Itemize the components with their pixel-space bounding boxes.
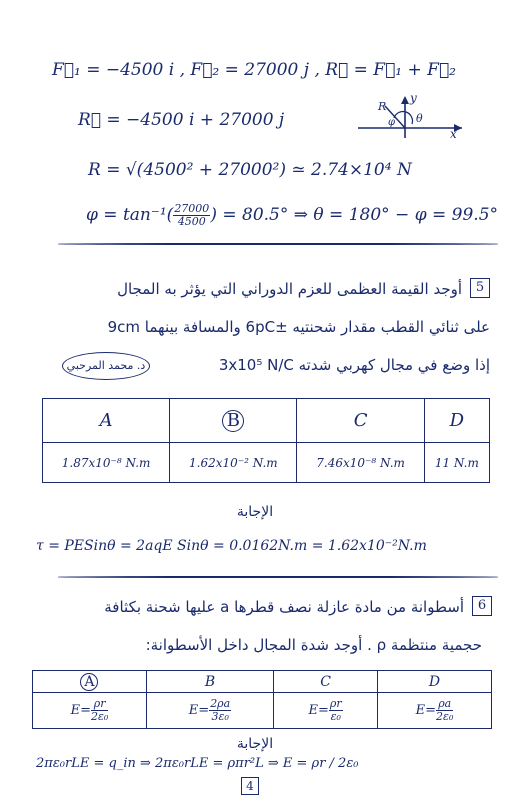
q6-option-b-value[interactable]	[146, 693, 273, 729]
q6-b-prefix: E=	[188, 703, 210, 718]
q5-option-b-letter[interactable]	[170, 399, 297, 443]
work-line-4: φ = tan⁻¹( $\frac{27000}{4500}$ ) = 80.5° ⇒ θ = 180° − φ = 99.5°	[86, 202, 499, 228]
work-line-2: R⃗ = −4500 i + 27000 j	[78, 110, 285, 130]
q6-option-d-letter[interactable]: D	[378, 671, 492, 693]
phi-lhs: φ = tan⁻¹	[86, 205, 167, 225]
axes-diagram	[350, 92, 470, 140]
divider-1	[58, 243, 498, 245]
q6-a-den: 2ε₀	[91, 710, 109, 723]
q6-b-num: 2ρa	[210, 697, 231, 710]
q5-option-a-value[interactable]: 1.87x10⁻⁸ N.m	[43, 443, 170, 483]
q6-option-d-value[interactable]	[378, 693, 492, 729]
q6-option-b-letter[interactable]: B	[146, 671, 273, 693]
q6-option-a-value[interactable]	[33, 693, 147, 729]
q6-option-a-letter[interactable]	[33, 671, 147, 693]
q6-a-num: ρr	[91, 698, 108, 711]
q5-text-line-2: على ثنائي القطب مقدار شحنتيه ±6pC والمسافة بينهما 9cm	[107, 318, 490, 336]
author-stamp: د. محمد المرحبي	[62, 352, 150, 380]
q6-a-prefix: E=	[70, 703, 91, 718]
q5-value-row	[43, 443, 490, 483]
phi-frac-num: 27000	[174, 202, 210, 215]
q6-text-line-1: أسطوانة من مادة عازلة نصف قطرها a عليها شحنة بكثافة	[104, 598, 464, 616]
q5-selected-circle: B	[222, 410, 244, 432]
q5-answer-label: الإجابة	[236, 504, 274, 520]
q6-options-table	[32, 670, 492, 729]
x-axis-label: x	[450, 127, 457, 140]
work-line-1: F⃗₁ = −4500 i , F⃗₂ = 27000 j , R⃗ = F⃗₁ + F⃗₂	[52, 60, 456, 80]
theta-label: θ	[416, 112, 423, 125]
q6-c-fraction	[329, 698, 343, 723]
q5-letter-row	[43, 399, 490, 443]
q6-d-fraction	[436, 698, 453, 723]
y-axis-label: y	[410, 92, 417, 105]
q5-options-table	[42, 398, 490, 483]
question-6-number: 6	[472, 596, 492, 616]
phi-label: φ	[388, 117, 396, 128]
q6-option-c-letter[interactable]: C	[274, 671, 378, 693]
q6-b-fraction	[209, 698, 231, 723]
q6-text-line-2: حجمية منتظمة ρ . أوجد شدة المجال داخل الأسطوانة:	[145, 636, 482, 654]
r-vector-label: R	[378, 100, 387, 113]
q6-c-prefix: E=	[308, 703, 329, 718]
q5-answer: τ = PESinθ = 2aqE Sinθ = 0.0162N.m = 1.62x10⁻²N.m	[36, 538, 427, 554]
q6-answer-label: الإجابة	[236, 736, 274, 752]
q5-option-d-letter[interactable]: D	[424, 399, 489, 443]
q5-option-d-value[interactable]: 11 N.m	[424, 443, 489, 483]
q5-option-a-letter[interactable]: A	[43, 399, 170, 443]
phi-rhs: = 80.5° ⇒ θ = 180° − φ = 99.5°	[222, 205, 499, 225]
q5-option-c-value[interactable]: 7.46x10⁻⁸ N.m	[297, 443, 424, 483]
phi-frac-den: 4500	[177, 215, 206, 228]
q6-d-den: 2ε₀	[436, 710, 454, 723]
q6-answer: 2πε₀rLE = q_in ⇒ 2πε₀rLE = ρπr²L ⇒ E = ρr / 2ε₀	[36, 756, 359, 771]
q5-text-line-3: إذا وضع في مجال كهربي شدته 3x10⁵ N/C	[218, 356, 490, 374]
q6-d-num: ρa	[436, 698, 453, 711]
q6-option-c-value[interactable]	[274, 693, 378, 729]
q5-text-line-1: أوجد القيمة العظمى للعزم الدوراني التي يؤثر به المجال	[117, 280, 462, 298]
q5-option-c-letter[interactable]: C	[297, 399, 424, 443]
work-line-3: R = √(4500² + 27000²) ≃ 2.74×10⁴ N	[88, 160, 412, 180]
page-number: 4	[241, 777, 259, 795]
q6-c-num: ρr	[329, 697, 342, 710]
q6-a-fraction	[91, 698, 108, 723]
q6-letter-row	[33, 671, 492, 693]
divider-2	[58, 576, 498, 578]
q6-b-den: 3ε₀	[211, 710, 229, 723]
q6-value-row	[33, 693, 492, 729]
phi-fraction	[173, 203, 210, 228]
q6-c-den: ε₀	[330, 710, 341, 723]
q6-selected-circle: A	[80, 673, 98, 691]
question-5-number: 5	[470, 278, 490, 298]
q5-option-b-value[interactable]: 1.62x10⁻² N.m	[170, 443, 297, 483]
q6-d-prefix: E=	[415, 703, 437, 718]
